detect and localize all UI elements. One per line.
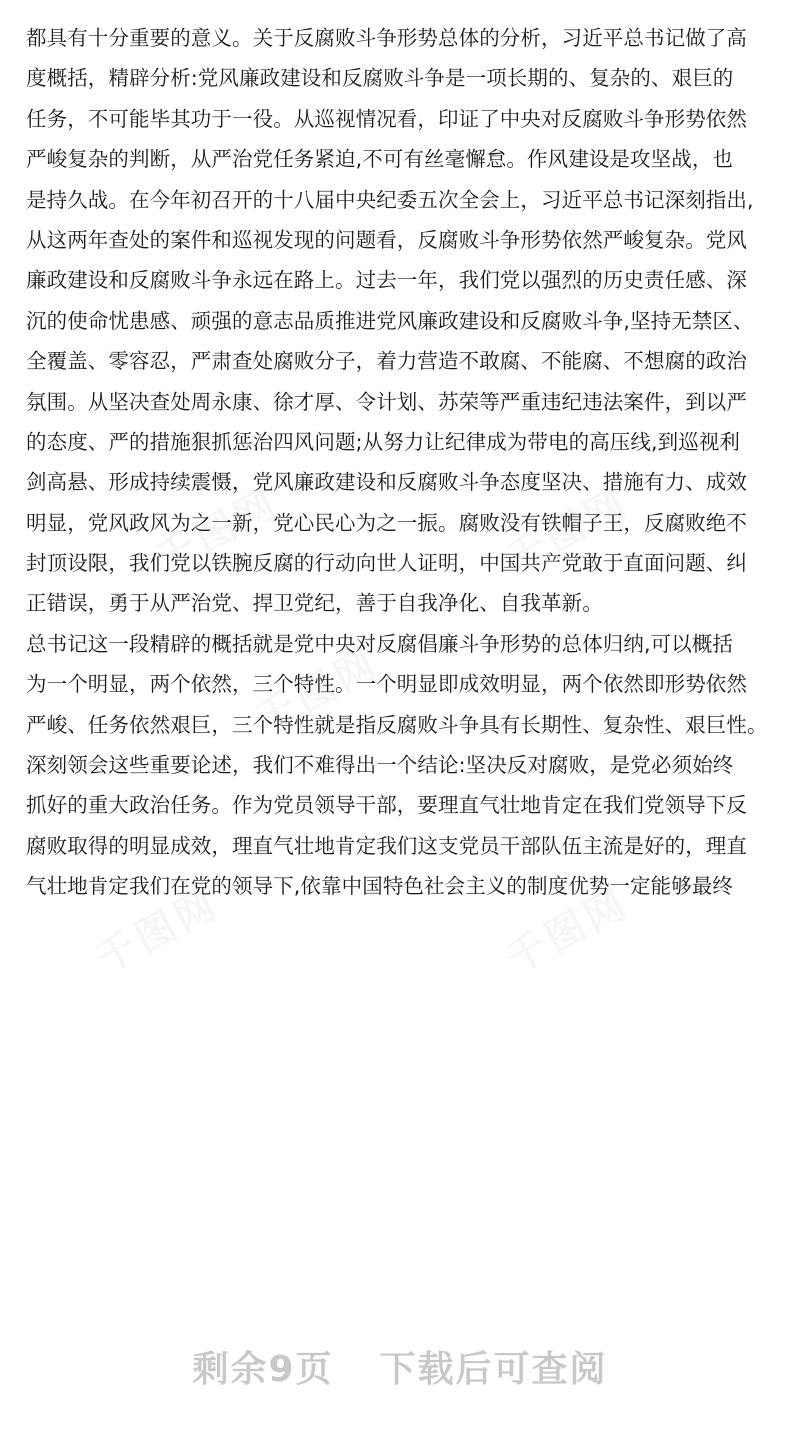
text-line: 封顶设限，我们党以铁腕反腐的行动向世人证明，中国共产党敢于直面问题、纠 xyxy=(26,551,747,576)
watermark: 千图网 xyxy=(148,480,287,583)
text-line: 是持久战。在今年初召开的十八届中央纪委五次全会上，习近平总书记深刻指出, xyxy=(26,187,754,212)
remaining-pages-label: 剩余9页 xyxy=(192,1349,334,1390)
text-line: 廉政建设和反腐败斗争永远在路上。过去一年，我们党以强烈的历史责任感、深 xyxy=(26,268,747,293)
paragraph-2 xyxy=(26,624,778,907)
paragraph-1 xyxy=(26,18,778,624)
text-line: 氛围。从坚决查处周永康、徐才厚、令计划、苏荣等严重违纪违法案件，到以严 xyxy=(26,389,747,414)
text-line: 都具有十分重要的意义。关于反腐败斗争形势总体的分析，习近平总书记做了高 xyxy=(26,26,747,50)
text-line: 严峻复杂的判断，从严治党任务紧迫,不可有丝毫懈怠。作风建设是攻坚战，也 xyxy=(26,147,734,172)
text-line: 从这两年查处的案件和巡视发现的问题看，反腐败斗争形势依然严峻复杂。党风 xyxy=(26,227,747,252)
text-line: 抓好的重大政治任务。作为党员领导干部，要理直气壮地肯定在我们党领导下反 xyxy=(26,793,747,818)
text-line: 度概括，精辟分析:党风廉政建设和反腐败斗争是一项长期的、复杂的、艰巨的 xyxy=(26,66,734,91)
text-line: 的态度、严的措施狠抓惩治四风问题;从努力让纪律成为带电的高压线,到巡视利 xyxy=(26,429,741,454)
download-hint-label: 下载后可查阅 xyxy=(379,1349,608,1390)
text-line: 严峻、任务依然艰巨，三个特性就是指反腐败斗争具有长期性、复杂性、艰巨性。 xyxy=(26,712,768,737)
text-line: 正错误，勇于从严治党、捍卫党纪，善于自我净化、自我革新。 xyxy=(26,591,603,616)
watermark: 千图网 xyxy=(498,880,637,983)
text-line: 为一个明显，两个依然，三个特性。一个明显即成效明显，两个依然即形势依然 xyxy=(26,672,747,697)
text-line: 任务，不可能毕其功于一役。从巡视情况看，印证了中央对反腐败斗争形势依然 xyxy=(26,106,747,131)
text-line: 全覆盖、零容忍，严肃查处腐败分子，着力营造不敢腐、不能腐、不想腐的政治 xyxy=(26,349,747,374)
text-line: 深刻领会这些重要论述，我们不难得出一个结论:坚决反对腐败，是党必须始终 xyxy=(26,753,734,778)
text-line: 总书记这一段精辟的概括就是党中央对反腐倡廉斗争形势的总体归纳,可以概括 xyxy=(26,631,734,656)
text-line: 剑高悬、形成持续震慑，党风廉政建设和反腐败斗争态度坚决、措施有力、成效 xyxy=(26,470,747,495)
download-prompt-banner[interactable] xyxy=(0,1340,800,1400)
text-line: 明显，党风政风为之一新，党心民心为之一振。腐败没有铁帽子王，反腐败绝不 xyxy=(26,510,747,535)
watermark: 千图网 xyxy=(248,640,387,743)
text-line: 沉的使命忧患感、顽强的意志品质推进党风廉政建设和反腐败斗争,坚持无禁区、 xyxy=(26,308,754,333)
text-line: 气壮地肯定我们在党的领导下,依靠中国特色社会主义的制度优势一定能够最终 xyxy=(26,874,734,899)
document-body xyxy=(26,18,778,907)
watermark: 千图网 xyxy=(88,880,227,983)
text-line: 腐败取得的明显成效，理直气壮地肯定我们这支党员干部队伍主流是好的，理直 xyxy=(26,833,747,858)
watermark: 千图网 xyxy=(498,480,637,583)
